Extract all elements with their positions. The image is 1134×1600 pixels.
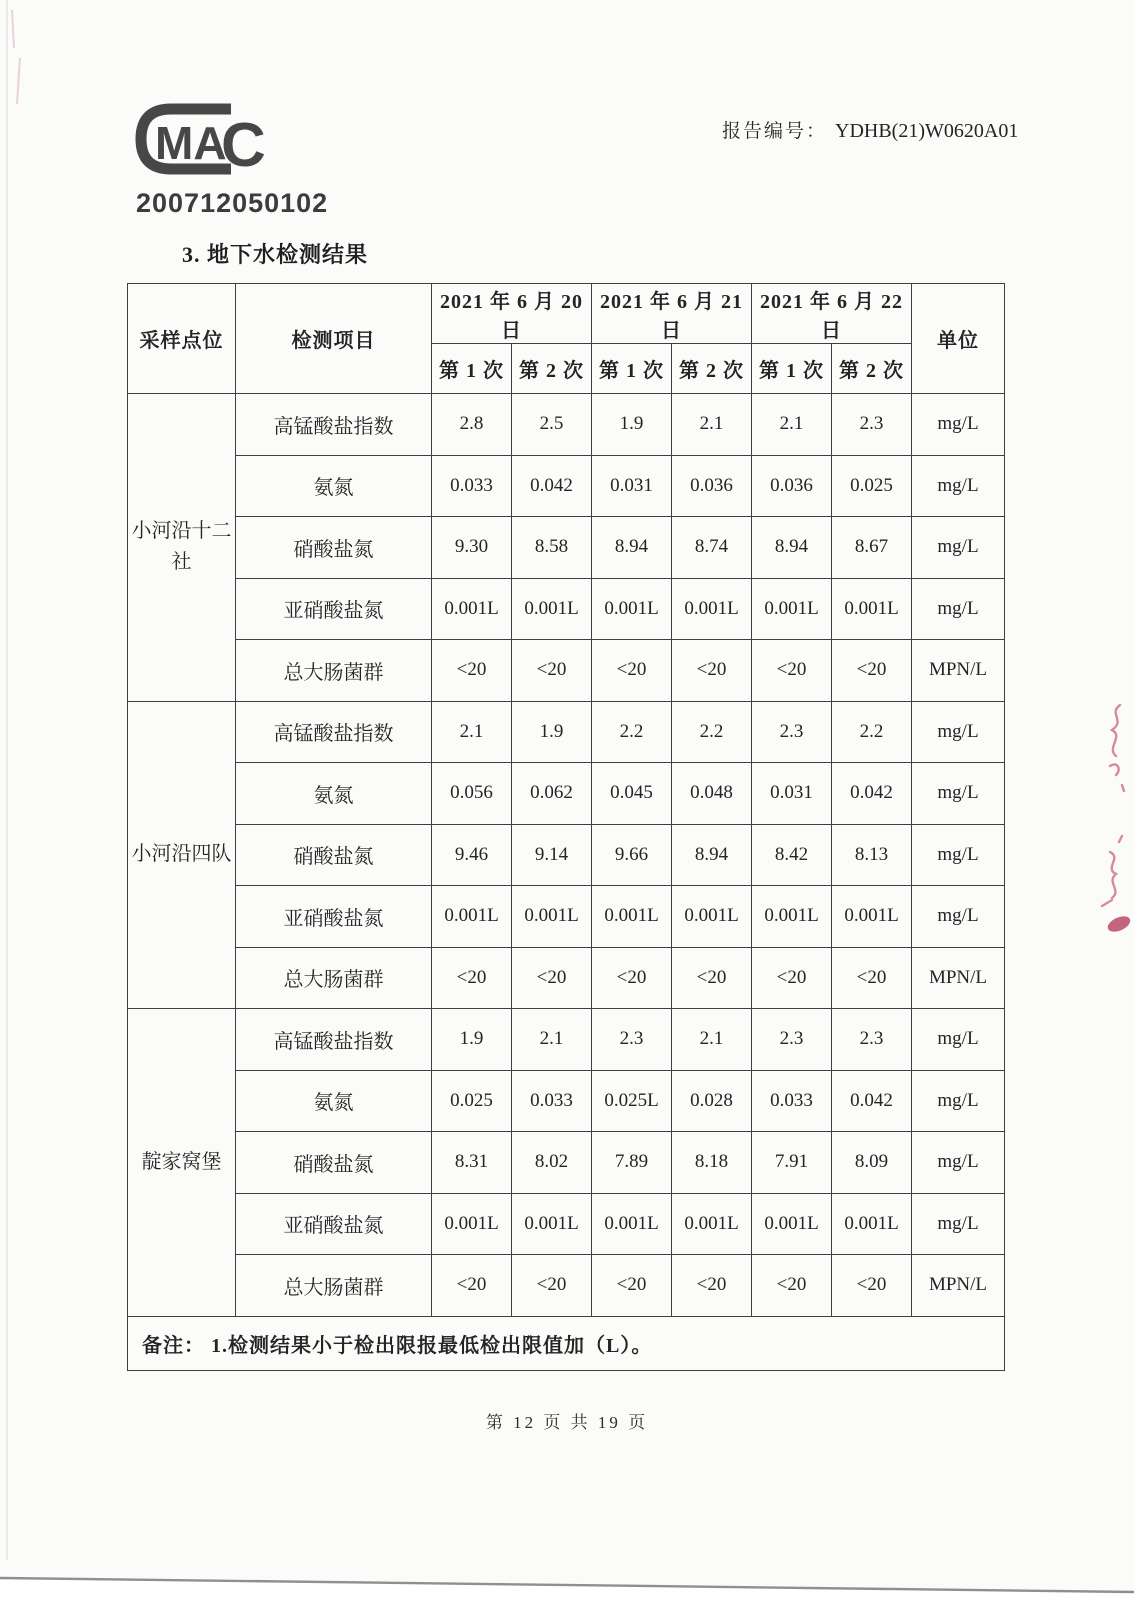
red-pen-annotation-lower <box>1092 832 1134 940</box>
value-cell: <20 <box>672 1255 752 1317</box>
page-number-footer: 第 12 页 共 19 页 <box>485 1413 649 1432</box>
header-row-dates <box>128 284 1005 344</box>
value-cell: 9.14 <box>512 824 592 886</box>
value-cell: <20 <box>592 640 672 702</box>
cma-letters-ma: MA <box>155 117 227 169</box>
report-number-line <box>722 116 1018 143</box>
value-cell: <20 <box>432 947 512 1009</box>
value-cell: <20 <box>592 947 672 1009</box>
note-text: 备注： 1.检测结果小于检出限报最低检出限值加（L）。 <box>128 1316 1005 1370</box>
unit-cell: mg/L <box>912 824 1005 886</box>
value-cell: <20 <box>752 640 832 702</box>
unit-cell: MPN/L <box>912 947 1005 1009</box>
value-cell: 0.042 <box>832 1070 912 1132</box>
table-row <box>128 1193 1005 1255</box>
value-cell: 2.3 <box>752 701 832 763</box>
value-cell: 0.001L <box>672 1193 752 1255</box>
value-cell: 0.001L <box>672 886 752 948</box>
value-cell: 0.033 <box>432 455 512 517</box>
site-cell: 小河沿四队 <box>128 701 236 1009</box>
value-cell: 0.001L <box>592 886 672 948</box>
item-cell: 总大肠菌群 <box>236 947 432 1009</box>
value-cell: 0.042 <box>512 455 592 517</box>
value-cell: 0.001L <box>752 1193 832 1255</box>
value-cell: 0.028 <box>672 1070 752 1132</box>
header-run: 第 1 次 <box>752 344 832 394</box>
value-cell: 0.033 <box>512 1070 592 1132</box>
value-cell: 8.94 <box>672 824 752 886</box>
item-cell: 氨氮 <box>236 455 432 517</box>
cma-certificate-number: 200712050102 <box>136 188 329 218</box>
value-cell: 0.001L <box>432 578 512 640</box>
item-cell: 亚硝酸盐氮 <box>236 1193 432 1255</box>
unit-cell: mg/L <box>912 578 1005 640</box>
table-row <box>128 1070 1005 1132</box>
item-cell: 高锰酸盐指数 <box>236 1009 432 1071</box>
header-run: 第 2 次 <box>672 344 752 394</box>
value-cell: 7.91 <box>752 1132 832 1194</box>
header-unit: 单位 <box>912 284 1005 394</box>
value-cell: <20 <box>672 947 752 1009</box>
value-cell: <20 <box>752 947 832 1009</box>
header-date-2: 2021 年 6 月 21 日 <box>592 284 752 344</box>
value-cell: 2.1 <box>512 1009 592 1071</box>
value-cell: 1.9 <box>432 1009 512 1071</box>
value-cell: 2.3 <box>832 1009 912 1071</box>
value-cell: <20 <box>512 1255 592 1317</box>
paper-edge-line <box>0 1570 1134 1600</box>
note-row <box>128 1316 1005 1370</box>
value-cell: 0.056 <box>432 763 512 825</box>
value-cell: 0.025 <box>432 1070 512 1132</box>
value-cell: 2.1 <box>432 701 512 763</box>
item-cell: 总大肠菌群 <box>236 1255 432 1317</box>
value-cell: <20 <box>512 640 592 702</box>
unit-cell: mg/L <box>912 1193 1005 1255</box>
item-cell: 总大肠菌群 <box>236 640 432 702</box>
cma-logo-icon <box>133 100 293 188</box>
value-cell: 2.5 <box>512 394 592 456</box>
value-cell: 0.001L <box>672 578 752 640</box>
value-cell: 0.025L <box>592 1070 672 1132</box>
value-cell: 1.9 <box>592 394 672 456</box>
table-row <box>128 886 1005 948</box>
unit-cell: mg/L <box>912 763 1005 825</box>
value-cell: 8.02 <box>512 1132 592 1194</box>
value-cell: 2.8 <box>432 394 512 456</box>
value-cell: <20 <box>832 1255 912 1317</box>
value-cell: 2.1 <box>672 1009 752 1071</box>
value-cell: 0.001L <box>752 886 832 948</box>
value-cell: 2.2 <box>672 701 752 763</box>
unit-cell: mg/L <box>912 1009 1005 1071</box>
value-cell: 0.031 <box>592 455 672 517</box>
site-cell: 靛家窝堡 <box>128 1009 236 1317</box>
header-run: 第 1 次 <box>432 344 512 394</box>
unit-cell: mg/L <box>912 886 1005 948</box>
value-cell: 0.001L <box>512 886 592 948</box>
unit-cell: MPN/L <box>912 640 1005 702</box>
report-number-label: 报告编号： <box>722 121 828 142</box>
value-cell: 2.1 <box>672 394 752 456</box>
item-cell: 高锰酸盐指数 <box>236 701 432 763</box>
unit-cell: mg/L <box>912 701 1005 763</box>
value-cell: 0.001L <box>592 578 672 640</box>
table-row <box>128 1255 1005 1317</box>
value-cell: 8.42 <box>752 824 832 886</box>
value-cell: <20 <box>752 1255 832 1317</box>
header-run: 第 1 次 <box>592 344 672 394</box>
red-pen-mark-top-left <box>4 6 34 116</box>
site-cell: 小河沿十二社 <box>128 394 236 702</box>
value-cell: 9.46 <box>432 824 512 886</box>
value-cell: 0.025 <box>832 455 912 517</box>
value-cell: 7.89 <box>592 1132 672 1194</box>
header-run: 第 2 次 <box>512 344 592 394</box>
table-row <box>128 640 1005 702</box>
value-cell: 0.036 <box>672 455 752 517</box>
value-cell: 8.67 <box>832 517 912 579</box>
value-cell: 0.001L <box>432 1193 512 1255</box>
red-pen-annotation-upper <box>1096 700 1134 800</box>
value-cell: 8.94 <box>592 517 672 579</box>
value-cell: 8.13 <box>832 824 912 886</box>
value-cell: <20 <box>672 640 752 702</box>
value-cell: 2.3 <box>832 394 912 456</box>
value-cell: 8.18 <box>672 1132 752 1194</box>
value-cell: 2.3 <box>592 1009 672 1071</box>
table-row <box>128 824 1005 886</box>
value-cell: 1.9 <box>512 701 592 763</box>
value-cell: 8.58 <box>512 517 592 579</box>
item-cell: 硝酸盐氮 <box>236 517 432 579</box>
value-cell: 8.31 <box>432 1132 512 1194</box>
value-cell: 0.001L <box>512 578 592 640</box>
header-date-1: 2021 年 6 月 20 日 <box>432 284 592 344</box>
table-row <box>128 517 1005 579</box>
item-cell: 硝酸盐氮 <box>236 824 432 886</box>
value-cell: 0.001L <box>832 886 912 948</box>
value-cell: 0.045 <box>592 763 672 825</box>
table-row <box>128 578 1005 640</box>
value-cell: <20 <box>512 947 592 1009</box>
value-cell: <20 <box>432 640 512 702</box>
unit-cell: mg/L <box>912 455 1005 517</box>
value-cell: <20 <box>432 1255 512 1317</box>
item-cell: 氨氮 <box>236 1070 432 1132</box>
section-title: 3. 地下水检测结果 <box>182 242 369 267</box>
table-row <box>128 947 1005 1009</box>
table-row <box>128 394 1005 456</box>
cma-letter-c: C <box>221 111 266 180</box>
item-cell: 亚硝酸盐氮 <box>236 886 432 948</box>
unit-cell: mg/L <box>912 394 1005 456</box>
unit-cell: mg/L <box>912 1070 1005 1132</box>
header-run: 第 2 次 <box>832 344 912 394</box>
value-cell: 0.001L <box>832 578 912 640</box>
table-body <box>128 394 1005 1317</box>
value-cell: <20 <box>592 1255 672 1317</box>
unit-cell: mg/L <box>912 1132 1005 1194</box>
item-cell: 亚硝酸盐氮 <box>236 578 432 640</box>
value-cell: 8.94 <box>752 517 832 579</box>
value-cell: 2.1 <box>752 394 832 456</box>
item-cell: 氨氮 <box>236 763 432 825</box>
value-cell: 2.2 <box>832 701 912 763</box>
value-cell: 2.3 <box>752 1009 832 1071</box>
value-cell: 9.30 <box>432 517 512 579</box>
header-site: 采样点位 <box>128 284 236 394</box>
value-cell: 2.2 <box>592 701 672 763</box>
scan-edge-shade <box>6 0 8 1560</box>
header-date-3: 2021 年 6 月 22 日 <box>752 284 912 344</box>
value-cell: 0.001L <box>832 1193 912 1255</box>
value-cell: 0.042 <box>832 763 912 825</box>
table-row <box>128 455 1005 517</box>
unit-cell: mg/L <box>912 517 1005 579</box>
value-cell: <20 <box>832 947 912 1009</box>
header-item: 检测项目 <box>236 284 432 394</box>
value-cell: 0.031 <box>752 763 832 825</box>
value-cell: 0.001L <box>752 578 832 640</box>
item-cell: 硝酸盐氮 <box>236 1132 432 1194</box>
value-cell: 0.062 <box>512 763 592 825</box>
table-row <box>128 701 1005 763</box>
table-row <box>128 763 1005 825</box>
value-cell: 9.66 <box>592 824 672 886</box>
value-cell: 8.74 <box>672 517 752 579</box>
table-row <box>128 1132 1005 1194</box>
value-cell: 0.001L <box>512 1193 592 1255</box>
unit-cell: MPN/L <box>912 1255 1005 1317</box>
value-cell: 0.048 <box>672 763 752 825</box>
item-cell: 高锰酸盐指数 <box>236 394 432 456</box>
groundwater-results-table <box>127 283 1005 1371</box>
value-cell: 8.09 <box>832 1132 912 1194</box>
value-cell: 0.001L <box>432 886 512 948</box>
value-cell: 0.001L <box>592 1193 672 1255</box>
report-number-value: YDHB(21)W0620A01 <box>835 120 1019 142</box>
value-cell: 0.036 <box>752 455 832 517</box>
table-row <box>128 1009 1005 1071</box>
value-cell: <20 <box>832 640 912 702</box>
value-cell: 0.033 <box>752 1070 832 1132</box>
